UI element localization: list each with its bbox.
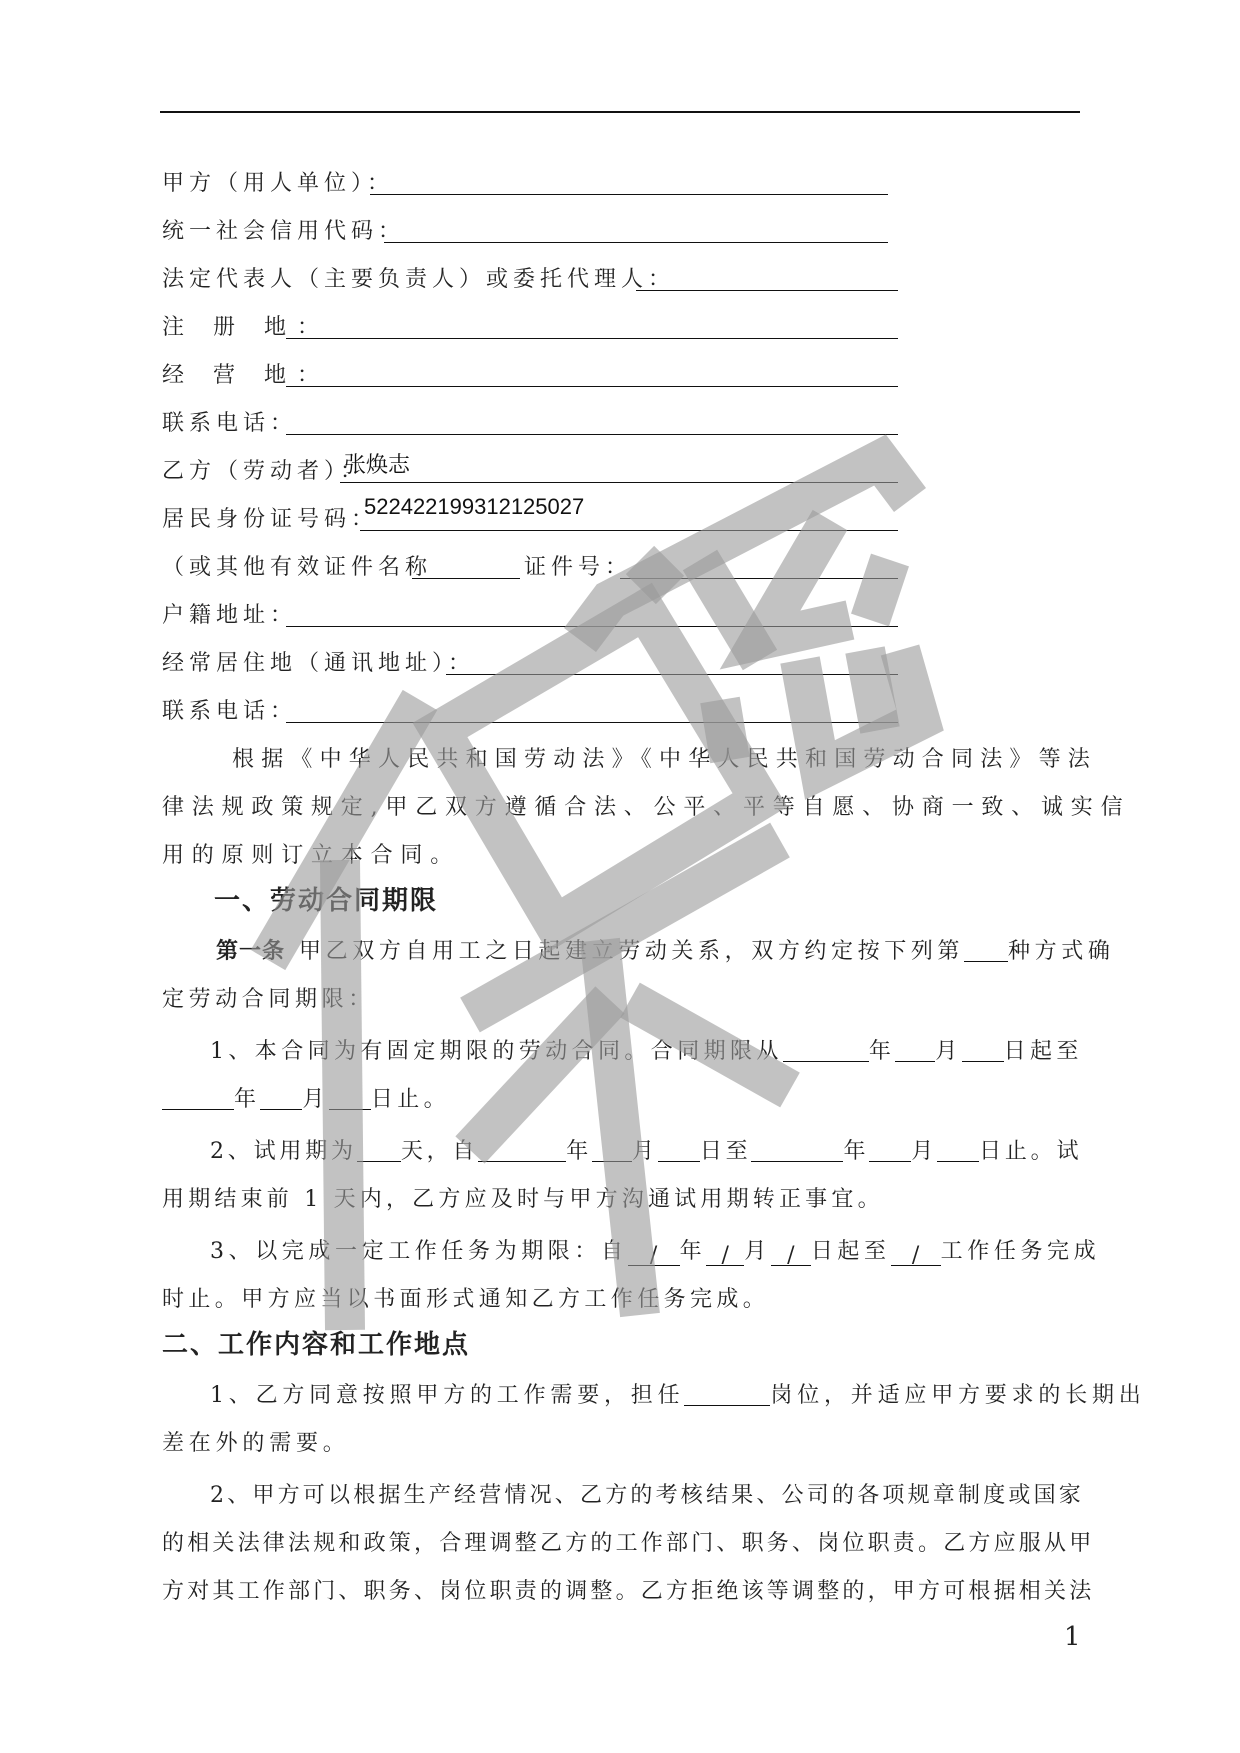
item-1-1-text: 1、本合同为有固定期限的劳动合同。合同期限从 — [210, 1039, 783, 1064]
preamble-line-1: 根据《中华人民共和国劳动法》《中华人民共和国劳动合同法》等法 — [232, 747, 1098, 772]
month-unit: 月 — [911, 1139, 938, 1164]
item-2-1-line-2: 差在外的需要。 — [162, 1431, 350, 1456]
item-1-2-to: 日至 — [699, 1139, 752, 1164]
article-1-line-2: 定劳动合同期限： — [162, 987, 375, 1012]
probation-end-month-blank[interactable] — [869, 1139, 911, 1162]
credit-code-field[interactable] — [384, 212, 888, 243]
item-1-2-text: 2、试用期为 — [210, 1139, 357, 1164]
contract-type-blank[interactable] — [964, 939, 1008, 962]
slash-mark: / — [649, 1243, 658, 1268]
month-unit: 月 — [632, 1139, 658, 1164]
other-id-name-field[interactable] — [412, 548, 520, 579]
item-2-2-line-1: 2、甲方可以根据生产经营情况、乙方的考核结果、公司的各项规章制度或国家 — [210, 1483, 1084, 1508]
id-number-value: 522422199312125027 — [364, 494, 585, 519]
cert-no-field[interactable] — [620, 548, 898, 579]
task-end-blank[interactable] — [891, 1243, 941, 1266]
article-1-title: 第一条 — [216, 938, 286, 963]
section-2-heading: 二、工作内容和工作地点 — [162, 1329, 471, 1359]
year-unit: 年 — [566, 1139, 593, 1164]
business-address-label: 经 营 地： — [162, 363, 330, 388]
probation-end-year-blank[interactable] — [751, 1139, 843, 1162]
section-1-heading: 一、劳动合同期限 — [214, 885, 439, 915]
household-field[interactable] — [286, 596, 898, 627]
probation-start-year-blank[interactable] — [478, 1139, 566, 1162]
position-blank[interactable] — [684, 1383, 770, 1406]
party-b-phone-label: 联系电话： — [162, 699, 298, 724]
registered-address-label: 注 册 地： — [162, 315, 330, 340]
item-1-3-line-2: 时止。甲方应当以书面形式通知乙方工作任务完成。 — [162, 1287, 770, 1312]
credit-code-label: 统一社会信用代码： — [162, 219, 406, 244]
item-2-2-line-2: 的相关法律法规和政策，合理调整乙方的工作部门、职务、岗位职责。乙方应服从甲 — [162, 1531, 1095, 1556]
start-month-blank[interactable] — [895, 1039, 935, 1062]
slash-mark: / — [787, 1243, 795, 1268]
representative-field[interactable] — [636, 260, 898, 291]
item-2-2-line-3: 方对其工作部门、职务、岗位职责的调整。乙方拒绝该等调整的，甲方可根据相关法 — [162, 1579, 1095, 1604]
month-unit: 月 — [744, 1239, 771, 1264]
article-1-line-1 — [216, 934, 1136, 965]
item-1-2-line-2: 用期结束前 1 天内，乙方应及时与甲方沟通试用期转正事宜。 — [162, 1187, 884, 1212]
month-unit: 月 — [302, 1087, 329, 1112]
task-start-year-blank[interactable] — [628, 1243, 680, 1266]
residence-field[interactable] — [446, 644, 898, 675]
end-year-blank[interactable] — [162, 1087, 234, 1110]
item-1-1-line-2 — [162, 1082, 1082, 1113]
item-1-3-text: 3、以完成一定工作任务为期限：自 — [210, 1239, 628, 1264]
household-label: 户籍地址： — [162, 603, 298, 628]
worker-name-field[interactable] — [340, 452, 898, 483]
item-2-1-text: 1、乙方同意按照甲方的工作需要，担任 — [210, 1383, 685, 1408]
employer-label: 甲方（用人单位）： — [162, 171, 395, 196]
slash-mark: / — [721, 1243, 729, 1268]
id-number-field[interactable] — [360, 494, 898, 531]
start-day-blank[interactable] — [962, 1039, 1004, 1062]
item-2-1-text-b: 岗位，并适应甲方要求的长期出 — [770, 1383, 1146, 1408]
item-1-2-end: 日止。试 — [979, 1139, 1083, 1164]
employer-field[interactable] — [370, 164, 888, 195]
item-1-3-end: 工作任务完成 — [940, 1239, 1101, 1264]
item-2-1-line-1 — [210, 1378, 1146, 1409]
page-number: 1 — [1064, 1622, 1081, 1652]
id-number-label: 居民身份证号码： — [162, 507, 379, 532]
residence-label: 经常居住地（通讯地址）： — [162, 651, 476, 676]
other-id-label: （或其他有效证件名称 — [162, 555, 433, 580]
probation-days-blank[interactable] — [357, 1139, 401, 1162]
probation-start-month-blank[interactable] — [592, 1139, 632, 1162]
article-1-text-b: 种方式确 — [1008, 939, 1115, 964]
item-1-1-line-1 — [210, 1034, 1130, 1065]
item-1-3-from: 日起至 — [810, 1239, 891, 1264]
header-rule — [160, 111, 1080, 113]
article-1-text-a: 甲乙双方自用工之日起建立劳动关系，双方约定按下列第 — [299, 939, 965, 964]
start-year-blank[interactable] — [783, 1039, 869, 1062]
year-unit: 年 — [843, 1139, 870, 1164]
preamble-line-3: 用的原则订立本合同。 — [162, 843, 461, 868]
task-start-month-blank[interactable] — [706, 1243, 744, 1266]
preamble-line-2: 律法规政策规定,甲乙双方遵循合法、公平、平等自愿、协商一致、诚实信 — [162, 795, 1131, 820]
worker-name-value: 张焕志 — [344, 452, 411, 477]
task-start-day-blank[interactable] — [771, 1243, 811, 1266]
end-month-blank[interactable] — [260, 1087, 302, 1110]
item-1-3-line-1 — [210, 1234, 1130, 1266]
party-b-phone-field[interactable] — [286, 692, 898, 723]
month-unit: 月 — [935, 1039, 962, 1064]
item-1-1-from: 日起至 — [1003, 1039, 1083, 1064]
party-a-phone-field[interactable] — [286, 404, 898, 435]
end-day-blank[interactable] — [329, 1087, 371, 1110]
year-unit: 年 — [679, 1239, 707, 1264]
slash-mark: / — [911, 1243, 920, 1268]
registered-address-field[interactable] — [286, 308, 898, 339]
year-unit: 年 — [868, 1039, 896, 1064]
probation-start-day-blank[interactable] — [658, 1139, 700, 1162]
item-1-2-days: 天，自 — [400, 1139, 479, 1164]
year-unit: 年 — [234, 1087, 261, 1112]
probation-end-day-blank[interactable] — [937, 1139, 979, 1162]
item-1-1-end: 日止。 — [370, 1087, 451, 1112]
party-a-phone-label: 联系电话： — [162, 411, 298, 436]
business-address-field[interactable] — [286, 356, 898, 387]
worker-label: 乙方（劳动者）： — [162, 459, 368, 484]
representative-label: 法定代表人（主要负责人）或委托代理人： — [162, 267, 676, 292]
item-1-2-line-1 — [210, 1134, 1130, 1165]
cert-no-label: 证件号： — [524, 555, 633, 580]
